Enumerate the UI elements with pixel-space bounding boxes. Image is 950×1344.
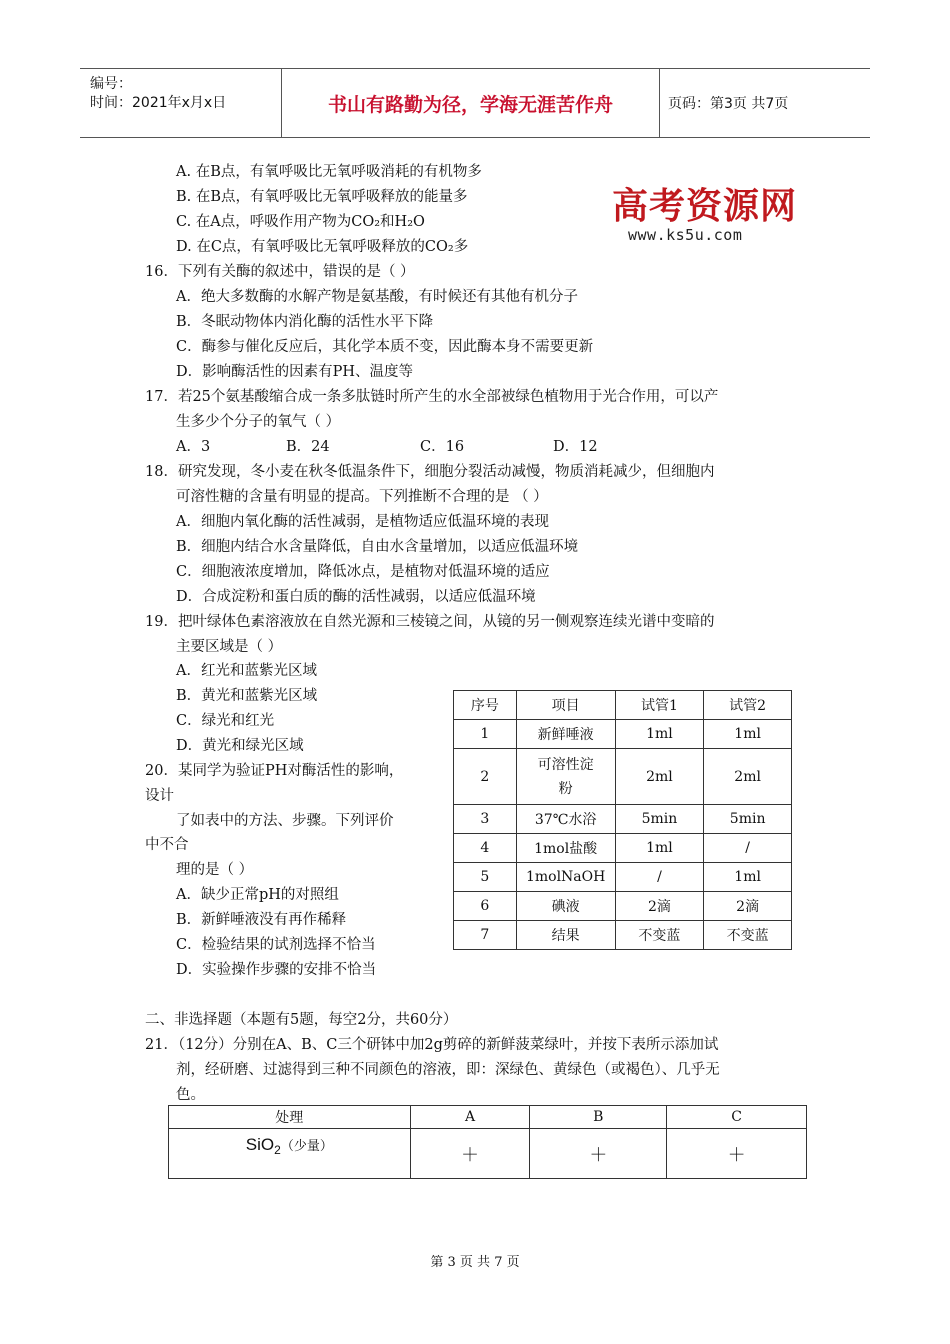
q16-option-a: A．绝大多数酶的水解产物是氨基酸，有时候还有其他有机分子 <box>176 289 578 305</box>
table-cell: 结果 <box>516 921 615 950</box>
table-cell: 1ml <box>704 720 792 749</box>
q18-option-b: B．细胞内结合水含量降低，自由水含量增加，以适应低温环境 <box>176 539 579 555</box>
q21-line1: 21．（12分）分别在A、B、C三个研钵中加2g剪碎的新鲜菠菜绿叶，并按下表所示添加试 <box>145 1037 719 1053</box>
q20-option-c: C．检验结果的试剂选择不恰当 <box>176 937 376 953</box>
q15-option-c: C. 在A点，呼吸作用产物为CO₂和H₂O <box>176 214 425 230</box>
q19-stem-line1: 19．把叶绿体色素溶液放在自然光源和三棱镜之间，从镜的另一侧观察连续光谱中变暗的 <box>145 614 715 630</box>
table-cell: 2滴 <box>704 892 792 921</box>
table-cell: 1ml <box>704 863 792 892</box>
q20-stem-line2: 设计 <box>145 788 174 804</box>
q17-option-d: D．12 <box>553 439 598 455</box>
sio2-formula: SiO <box>245 1135 275 1154</box>
table-row <box>454 749 792 805</box>
table-cell: 不变蓝 <box>615 921 704 950</box>
table-header-cell: 项目 <box>516 691 615 720</box>
table-cell: 2ml <box>704 749 792 805</box>
q19-option-c: C．绿光和红光 <box>176 713 275 729</box>
table-header-cell: 序号 <box>454 691 517 720</box>
q20-option-d: D．实验操作步骤的安排不恰当 <box>176 962 377 978</box>
table-cell: ＋ <box>667 1129 807 1179</box>
q20-stem-line1: 20．某同学为验证PH对酶活性的影响， <box>145 763 404 779</box>
table-header-cell: 试管2 <box>704 691 792 720</box>
table-row <box>454 863 792 892</box>
header-page-info: 页码：第3页 共7页 <box>668 96 789 112</box>
table-header-cell: B <box>530 1106 667 1129</box>
table-cell: 2ml <box>615 749 704 805</box>
table-cell: 新鲜唾液 <box>516 720 615 749</box>
q19-option-d: D．黄光和绿光区域 <box>176 738 304 754</box>
table-cell: 1ml <box>615 720 704 749</box>
table-cell: 2滴 <box>615 892 704 921</box>
q18-option-a: A．细胞内氧化酶的活性减弱，是植物适应低温环境的表现 <box>176 514 549 530</box>
q16-option-b: B．冬眠动物体内消化酶的活性水平下降 <box>176 314 434 330</box>
sio2-note: （少量） <box>280 1139 333 1154</box>
time-label: 时间：2021年x月x日 <box>90 95 227 111</box>
table-cell: 3 <box>454 805 517 834</box>
q18-stem-line1: 18．研究发现，冬小麦在秋冬低温条件下，细胞分裂活动减慢，物质消耗减少，但细胞内 <box>145 464 715 480</box>
table-row <box>169 1129 807 1179</box>
q18-option-c: C．细胞液浓度增加，降低冰点，是植物对低温环境的适应 <box>176 564 550 580</box>
q17-option-c: C．16 <box>420 439 465 455</box>
table-row <box>454 805 792 834</box>
table-cell: 2 <box>454 749 517 805</box>
table-cell: 碘液 <box>516 892 615 921</box>
page-header <box>80 68 870 138</box>
q15-option-b: B. 在B点，有氧呼吸比无氧呼吸释放的能量多 <box>176 189 468 205</box>
page-footer: 第 3 页 共 7 页 <box>430 1255 520 1270</box>
q16-stem: 16．下列有关酶的叙述中，错误的是（ ） <box>145 264 415 280</box>
watermark-url: www.ks5u.com <box>628 226 743 244</box>
q15-option-d: D. 在C点，有氧呼吸比无氧呼吸释放的CO₂多 <box>176 239 469 255</box>
table-cell: 1molNaOH <box>516 863 615 892</box>
serial-label: 编号： <box>90 76 132 92</box>
q21-line2: 剂，经研磨、过滤得到三种不同颜色的溶液，即：深绿色、黄绿色（或褐色）、几乎无 <box>176 1062 720 1078</box>
q18-option-d: D．合成淀粉和蛋白质的酶的活性减弱，以适应低温环境 <box>176 589 536 605</box>
table-cell: 5 <box>454 863 517 892</box>
q17-stem-line2: 生多少个分子的氧气（ ） <box>176 414 341 430</box>
table-cell: 可溶性淀 粉 <box>516 749 615 805</box>
q18-stem-line2: 可溶性糖的含量有明显的提高。下列推断不合理的是 （ ） <box>176 489 548 505</box>
table-cell: 1 <box>454 720 517 749</box>
q20-stem-line5: 理的是（ ） <box>176 862 254 878</box>
q19-option-b: B．黄光和蓝紫光区域 <box>176 688 318 704</box>
q20-stem-line3: 了如表中的方法、步骤。下列评价 <box>176 813 394 829</box>
q20-option-a: A．缺少正常pH的对照组 <box>176 887 339 903</box>
table-header-cell: C <box>667 1106 807 1129</box>
section2-title: 二、非选择题（本题有5题，每空2分，共60分） <box>145 1012 458 1028</box>
table-cell: ＋ <box>410 1129 530 1179</box>
table-row <box>454 834 792 863</box>
header-info-cell <box>80 69 282 137</box>
watermark-title: 高考资源网 <box>612 185 798 227</box>
table-cell: 6 <box>454 892 517 921</box>
q17-option-a: A．3 <box>176 439 211 455</box>
q17-option-b: B．24 <box>286 439 330 455</box>
table-cell: 7 <box>454 921 517 950</box>
table-cell: ＋ <box>530 1129 667 1179</box>
table-header-row <box>454 691 792 720</box>
table-cell: 5min <box>615 805 704 834</box>
q20-option-b: B．新鲜唾液没有再作稀释 <box>176 912 347 928</box>
table-cell: 不变蓝 <box>704 921 792 950</box>
table-cell: 1ml <box>615 834 704 863</box>
q16-option-c: C．酶参与催化反应后，其化学本质不变，因此酶本身不需要更新 <box>176 339 594 355</box>
q20-stem-line4: 中不合 <box>145 837 189 853</box>
table-row <box>454 921 792 950</box>
table-cell: 4 <box>454 834 517 863</box>
table-header-cell: A <box>410 1106 530 1129</box>
table-cell: 37℃水浴 <box>516 805 615 834</box>
sio2-subscript: 2 <box>274 1142 281 1157</box>
table-cell: 5min <box>704 805 792 834</box>
q19-option-a: A．红光和蓝紫光区域 <box>176 663 317 679</box>
table-header-cell: 试管1 <box>615 691 704 720</box>
table-row <box>454 720 792 749</box>
q15-option-a: A. 在B点，有氧呼吸比无氧呼吸消耗的有机物多 <box>176 164 482 180</box>
q19-stem-line2: 主要区域是（ ） <box>176 639 283 655</box>
table-cell: 1mol盐酸 <box>516 834 615 863</box>
q21-line3: 色。 <box>176 1087 205 1103</box>
experiment-table <box>453 690 792 950</box>
table-header-row <box>169 1106 807 1129</box>
q16-option-d: D．影响酶活性的因素有PH、温度等 <box>176 364 414 380</box>
table-cell: / <box>615 863 704 892</box>
reagent-table <box>168 1105 807 1179</box>
q17-stem-line1: 17．若25个氨基酸缩合成一条多肽链时所产生的水全部被绿色植物用于光合作用，可以产 <box>145 389 719 405</box>
header-motto: 书山有路勤为径，学海无涯苦作舟 <box>282 69 660 137</box>
sio2-row-label <box>169 1129 411 1179</box>
table-cell: / <box>704 834 792 863</box>
table-row <box>454 892 792 921</box>
table-header-cell: 处理 <box>169 1106 411 1129</box>
